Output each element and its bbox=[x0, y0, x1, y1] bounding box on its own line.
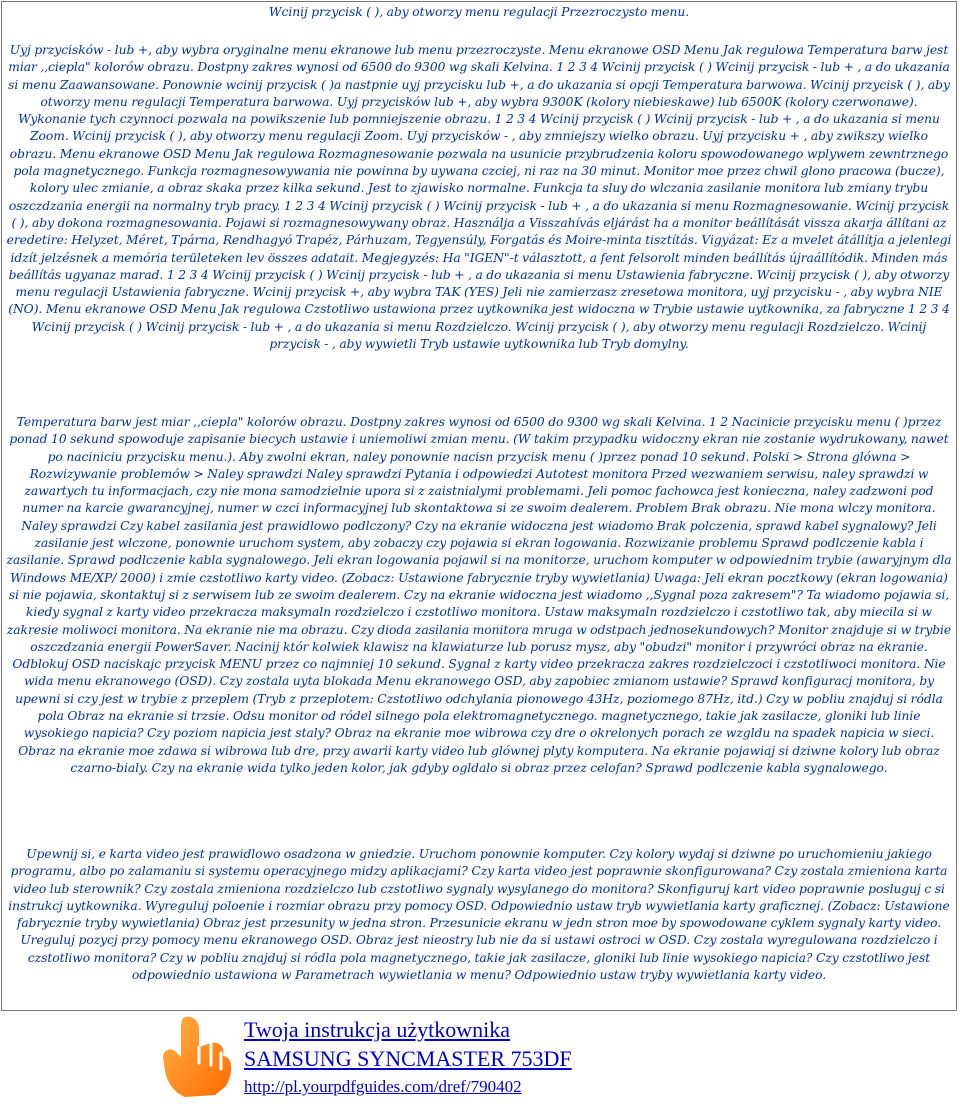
paragraph-4: Upewnij si, e karta video jest prawidlowo osadzona w gniedzie. Uruchom ponownie komputer. Czy kolory wydaj si dziwne po uruchomieniu jakiego programu, albo po zalamaniu si systemu operacyjnego midzy aplikacjami? Czy karta video jest poprawnie skonfigurowana? Czy zostala zmieniona karta video lub sterownik? Czy zostala zmieniona rozdzielczo lub czstotliwo sygnaly wysylanego do monitora? Skonfiguruj kart video poprawnie posluguj c si instrukcj uytkownika. Wyreguluj poloenie i rozmiar obrazu przy pomocy OSD. Odpowiednio ustaw tryb wywietlania karty graficznej. (Zobacz: Ustawione fabrycznie tryby wywietlania) Obraz jest przesunity w jedna stron. Przesunicie ekranu w jedn stron moe by spowodowane cyklem sygnaly karty video. Ureguluj pozycj przy pomocy menu ekranowego OSD. Obraz jest nieostry lub nie da si ustawi ostroci w OSD. Czy zostala wyregulowana rozdzielczo i czstotliwo monitora? Czy w pobliu znajduj si ródla pola magnetycznego, takie jak zasilacze, gloniki lub linie wysokiego napicia? Czy czstotliwo jest odpowiednio ustawiona w Parametrach wywietlania w menu? Odpowiednio ustaw tryby wywietlania karty video. bbox=[8, 847, 950, 983]
manual-title-link[interactable]: Twoja instrukcja użytkownika bbox=[244, 1017, 511, 1042]
source-url-link[interactable]: http://pl.yourpdfguides.com/dref/790402 bbox=[244, 1077, 522, 1096]
footer bbox=[155, 1013, 955, 1113]
paragraph-3: Temperatura barw jest miar ,,ciepla" kolorów obrazu. Dostpny zakres wynosi od 6500 do 9300 wg skali Kelvina. 1 2 Nacinicie przycisku menu ( )przez ponad 10 sekund spowoduje zapisanie biecych ustawie i uniemoliwi zmian menu. (W takim przypadku widoczny ekran nie zostanie wydrukowany, nawet po naciniciu przycisku menu.). Aby zwolni ekran, naley ponownie nacisn przycisk menu ( )przez ponad 10 sekund. Polski > Strona glówna > Rozwizywanie problemów > Naley sprawdzi Naley sprawdzi Pytania i odpowiedzi Autotest monitora Przed wezwaniem serwisu, naley sprawdzi w zawartych tu informacjach, czy nie mona samodzielnie upora si z zaistnialymi problemami. Jeli pomoc fachowca jest konieczna, naley zadzwoni pod numer na karcie gwarancyjnej, numer w czci informacyjnej lub skontaktowa si ze swoim dealerem. Problem Brak obrazu. Nie mona wlczy monitora. Naley sprawdzi Czy kabel zasilania jest prawidlowo podlczony? Czy na ekranie widoczna jest wiadomo Brak polczenia, sprawd kabel sygnalowy? Jeli zasilanie jest wlczone, ponownie uruchom system, aby zobaczy czy pojawia si ekran logowania. Rozwizanie problemu Sprawd podlczenie kabla i zasilanie. Sprawd podlczenie kabla sygnalowego. Jeli ekran logowania pojawil si na monitorze, uruchom komputer w odpowiednim trybie (awaryjnym dla Windows ME/XP/ 2000) i zmie czstotliwo karty video. (Zobacz: Ustawione fabrycznie tryby wywietlania) Uwaga: Jeli ekran pocztkowy (ekran logowania) si nie pojawia, skontaktuj si z serwisem lub ze swoim dealerem. Czy na ekranie widoczna jest wiadomo ,,Sygnal poza zakresem"? Ta wiadomo pojawia si, kiedy sygnal z karty video przekracza maksymaln rozdzielczo i czstotliwo monitora. Ustaw maksymaln rozdzielczo i czstotliwo tak, aby miecila si w zakresie moliwoci monitora. Na ekranie nie ma obrazu. Czy dioda zasilania monitora mruga w odstpach jednosekundowych? Monitor znajduje si w trybie oszczdzania energii PowerSaver. Nacinij któr kolwiek klawisz na klawiaturze lub porusz mysz, aby "obudzi" monitor i przywróci obraz na ekranie. Odblokuj OSD naciskajc przycisk MENU przez co najmniej 10 sekund. Sygnal z karty video przekracza zakres rozdzielczoci i czstotliwoci monitora. Nie wida menu ekranowego (OSD). Czy zostala uyta blokada Menu ekranowego OSD, aby zapobiec zmianom ustawie? Sprawd konfiguracj monitora, by upewni si czy jest w trybie z przeplem (Tryb z przeplotem: Czstotliwo odchylania pionowego 43Hz, poziomego 87Hz, itd.) Czy w pobliu znajduj si ródla pola Obraz na ekranie si trzsie. Odsu monitor od ródel silnego pola elektromagnetycznego. magnetycznego, takie jak zasilacze, gloniki lub linie wysokiego napicia? Czy poziom napicia jest staly? Obraz na ekranie moe wibrowa czy dre o okrelonych porach ze wzgldu na spadek napicia w sieci. Obraz na ekranie moe zdawa si wibrowa lub dre, przy awarii karty video lub glównej plyty komputera. Na ekranie pojawiaj si dziwne kolory lub obraz czarno-bialy. Czy na ekranie wida tylko jeden kolor, jak gdyby ogldalo si obraz przez celofan? Sprawd podlczenie kabla sygnalowego. bbox=[6, 415, 952, 775]
document-content bbox=[1, 1, 957, 1011]
footer-links bbox=[244, 1016, 572, 1100]
paragraph-1: Wcinij przycisk ( ), aby otworzy menu regulacji Przezroczysto menu. bbox=[268, 5, 690, 19]
orange-hand-pointer-icon bbox=[155, 1013, 235, 1099]
product-name-link[interactable]: SAMSUNG SYNCMASTER 753DF bbox=[244, 1046, 572, 1071]
paragraph-2: Uyj przycisków - lub +, aby wybra oryginalne menu ekranowe lub menu przezroczyste. Menu ekranowe OSD Menu Jak regulowa Temperatura barw jest miar ,,ciepla" kolorów obrazu. Dostpny zakres wynosi od 6500 do 9300 wg skali Kelvina. 1 2 3 4 Wcinij przycisk ( ) Wcinij przycisk - lub + , a do ukazania si menu Zaawansowane. Ponownie wcinij przycisk ( )a nastpnie uyj przycisku lub +, a do ukazania si opcji Temperatura barwowa. Wcinij przycisk ( ), aby otworzy menu regulacji Temperatura barwowa. Uyj przycisków lub +, aby wybra 9300K (kolory niebieskawe) lub 6500K (kolory czerwonawe). Wykonanie tych czynnoci pozwala na powikszenie lub pomniejszenie obrazu. 1 2 3 4 Wcinij przycisk ( ) Wcinij przycisk - lub + , a do ukazania si menu Zoom. Wcinij przycisk ( ), aby otworzy menu regulacji Zoom. Uyj przycisków - , aby zmniejszy wielko obrazu. Uyj przycisku + , aby zwikszy wielko obrazu. Menu ekranowe OSD Menu Jak regulowa Rozmagnesowanie pozwala na usunicie przybrudzenia koloru spowodowanego wplywem zewntrznego pola magnetycznego. Funkcja rozmagnesowywania nie powinna by uywana czciej, ni raz na 30 minut. Monitor moe przez chwil glono pracowa (bucze), kolory ulec zmianie, a obraz skaka przez kilka sekund. Jest to zjawisko normalne. Funkcja ta sluy do wlczania zasilanie monitora lub zmiany trybu oszczdzania energii na normalny tryb pracy. 1 2 3 4 Wcinij przycisk ( ) Wcinij przycisk - lub + , a do ukazania si menu Rozmagnesowanie. Wcinij przycisk ( ), aby dokona rozmagnesowania. Pojawi si rozmagnesowywany obraz. Használja a Visszahívás eljárást ha a monitor beállítását vissza akarja állítani az eredetire: Helyzet, Méret, Tpárna, Rendhagyó Trapéz, Párhuzam, Tegyensúly, Forgatás és Moire-minta tisztítás. Vigyázat: Ez a mvelet átállítja a jelenlegi idzít jelzésnek a memória területeken lev összes adatait. Megjegyzés: Ha "IGEN"-t választott, a fent felsorolt minden beállítás újraállítódik. Minden más beállítás ugyanaz marad. 1 2 3 4 Wcinij przycisk ( ) Wcinij przycisk - lub + , a do ukazania si menu Ustawienia fabryczne. Wcinij przycisk ( ), aby otworzy menu regulacji Ustawienia fabryczne. Wcinij przycisk +, aby wybra TAK (YES) Jeli nie zamierzasz zresetowa monitora, uyj przycisku - , aby wybra NIE (NO). Menu ekranowe OSD Menu Jak regulowa Czstotliwo ustawiona przez uytkownika jest widoczna w Trybie ustawie uytkownika, za fabryczne 1 2 3 4 Wcinij przycisk ( ) Wcinij przycisk - lub + , a do ukazania si menu Rozdzielczo. Wcinij przycisk ( ), aby otworzy menu regulacji Rozdzielczo. Wcinij przycisk - , aby wywietli Tryb ustawie uytkownika lub Tryb domylny. bbox=[6, 43, 952, 352]
